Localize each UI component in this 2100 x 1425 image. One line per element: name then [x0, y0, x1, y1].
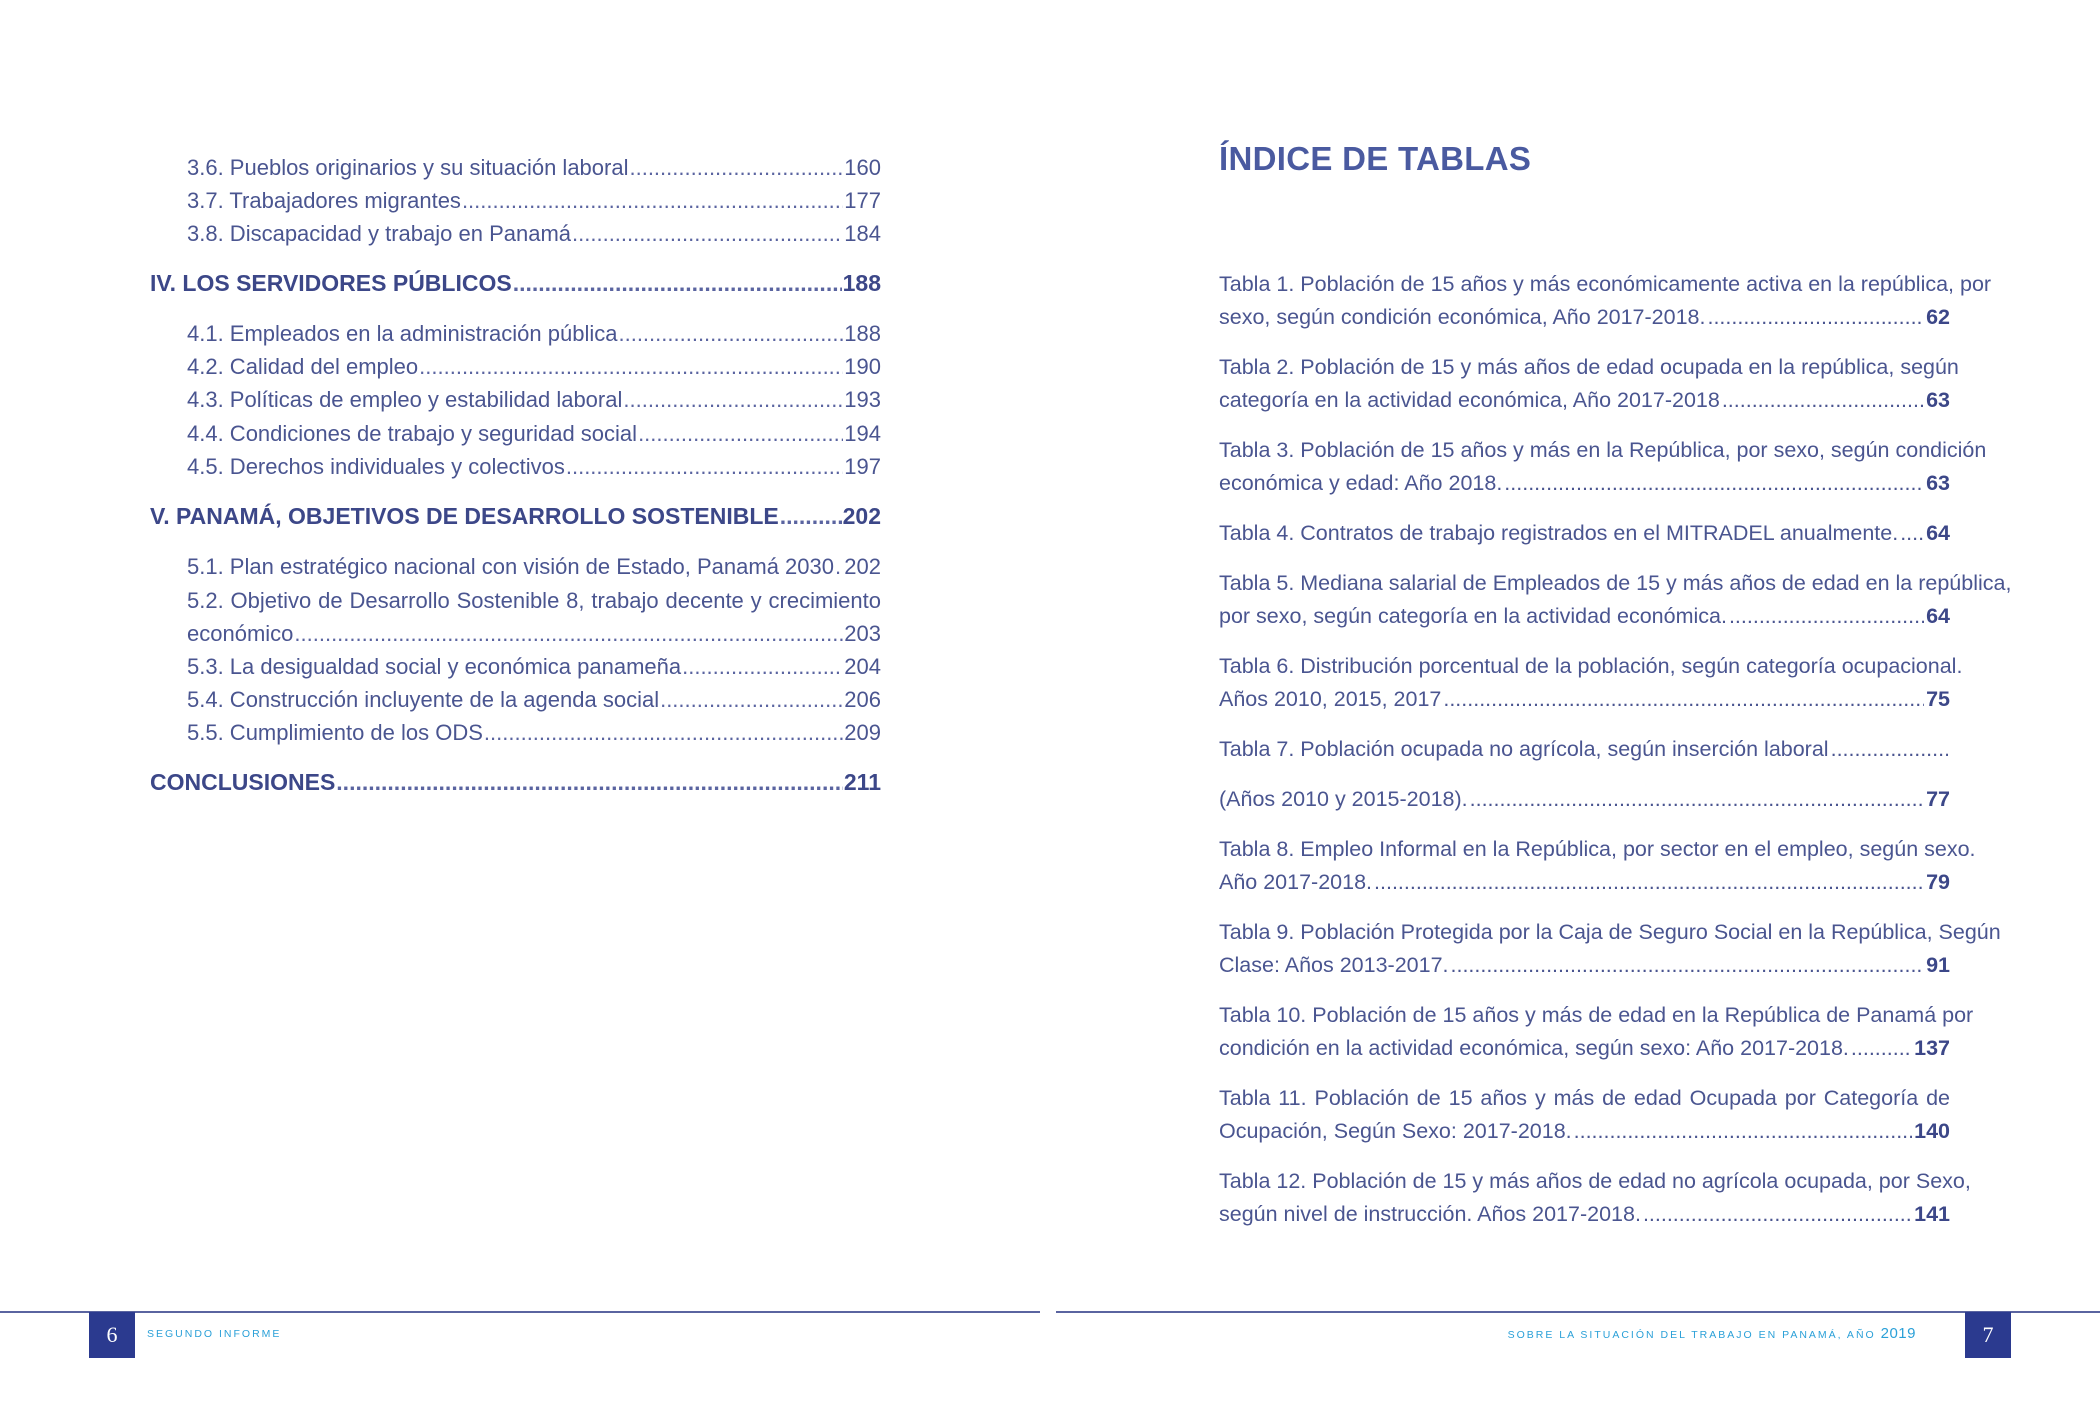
toc-entry-title: 5.1. Plan estratégico nacional con visión de Estado, Panamá 2030	[187, 554, 834, 579]
table-entry-last-line	[1219, 683, 1950, 716]
table-entry-last-line	[1219, 949, 1950, 982]
toc-entry[interactable]	[187, 551, 881, 583]
table-entry-last-line	[1219, 517, 1950, 550]
toc-entry-title: 5.4. Construcción incluyente de la agenda social	[187, 687, 660, 712]
footer-running-title-left: SEGUNDO INFORME	[147, 1328, 282, 1340]
table-index-entry[interactable]	[1219, 916, 2001, 982]
toc-entry-title: 3.6. Pueblos originarios y su situación laboral	[187, 155, 629, 180]
table-entry-line: Tabla 10. Población de 15 años y más de edad en la República de Panamá por	[1219, 1003, 1974, 1027]
table-index-entry[interactable]	[1219, 517, 1950, 550]
toc-entry-title: 4.3. Políticas de empleo y estabilidad laboral	[187, 387, 623, 412]
table-entry-title: Tabla 4. Contratos de trabajo registrados en el MITRADEL anualmente.	[1219, 521, 1899, 545]
table-entry-title: Ocupación, Según Sexo: 2017-2018.	[1219, 1119, 1572, 1143]
leader-dots	[1470, 783, 1924, 816]
table-entry-title: (Años 2010 y 2015-2018).	[1219, 787, 1468, 811]
leader-dots	[780, 500, 842, 532]
table-entry-title: categoría en la actividad económica, Año 2017-2018	[1219, 388, 1720, 412]
table-entry-page: 141	[1914, 1202, 1950, 1226]
toc-entry-page: 190	[844, 354, 881, 379]
toc-entry-last-line	[187, 617, 881, 650]
table-index-entry[interactable]	[1219, 783, 1950, 816]
leader-dots	[1729, 600, 1924, 633]
toc-entry-page: 193	[844, 387, 881, 412]
table-entry-title: condición en la actividad económica, según sexo: Año 2017-2018.	[1219, 1036, 1849, 1060]
table-entry-last-line	[1219, 301, 1950, 334]
toc-entry[interactable]	[187, 451, 881, 483]
table-index-entry[interactable]	[1219, 567, 2012, 633]
table-entry-page: 63	[1926, 388, 1950, 412]
table-index-entry[interactable]	[1219, 733, 1950, 766]
leader-dots	[1574, 1115, 1913, 1148]
toc-entry-page: 188	[844, 321, 881, 346]
toc-entry-title-line: 5.2. Objetivo de Desarrollo Sostenible 8, trabajo decente y crecimiento	[187, 588, 881, 613]
table-entry-page: 79	[1926, 870, 1950, 894]
table-entry-page: 140	[1914, 1119, 1950, 1143]
table-entry-last-line	[1219, 783, 1950, 816]
toc-entry-page: 177	[844, 188, 881, 213]
leader-dots	[566, 451, 843, 483]
table-entry-line: Tabla 5. Mediana salarial de Empleados de 15 y más años de edad en la república,	[1219, 571, 2012, 595]
table-entry-page: 75	[1926, 687, 1950, 711]
table-index-entry[interactable]	[1219, 650, 1963, 716]
table-index-entry[interactable]	[1219, 434, 1987, 500]
toc-entry-page: 206	[844, 687, 881, 712]
footer-year: 2019	[1880, 1325, 1916, 1342]
toc-entry[interactable]	[187, 418, 881, 450]
toc-entry[interactable]	[187, 218, 881, 250]
table-entry-page: 62	[1926, 305, 1950, 329]
toc-entry[interactable]	[187, 351, 881, 383]
footer-rule-left	[0, 1311, 1040, 1313]
table-entry-last-line	[1219, 1115, 1950, 1148]
toc-entry-title: 4.5. Derechos individuales y colectivos	[187, 454, 565, 479]
leader-dots	[294, 617, 843, 650]
leader-dots	[835, 551, 843, 583]
toc-entry-page: 184	[844, 221, 881, 246]
toc-entry-title: 5.5. Cumplimiento de los ODS	[187, 720, 483, 745]
toc-entry-page: 203	[844, 621, 881, 646]
toc-entry-title-line: económico	[187, 621, 294, 646]
table-entry-title: Clase: Años 2013-2017.	[1219, 953, 1449, 977]
toc-entry-title: 3.8. Discapacidad y trabajo en Panamá	[187, 221, 572, 246]
toc-entry-title: 4.1. Empleados en la administración pública	[187, 321, 618, 346]
table-entry-title: Año 2017-2018.	[1219, 870, 1373, 894]
table-entry-line: Tabla 1. Población de 15 años y más económicamente activa en la república, por	[1219, 272, 1992, 296]
table-entry-title: Tabla 7. Población ocupada no agrícola, según inserción laboral	[1219, 737, 1829, 761]
leader-dots	[1707, 301, 1924, 334]
toc-entry-title: 4.4. Condiciones de trabajo y seguridad social	[187, 421, 638, 446]
table-index-entry[interactable]	[1219, 351, 1959, 417]
toc-entry-page: 160	[844, 155, 881, 180]
table-index-entry[interactable]	[1219, 268, 1992, 334]
page-number-left: 6	[89, 1312, 135, 1358]
leader-dots	[513, 267, 842, 299]
toc-entry-page: 202	[844, 554, 881, 579]
table-entry-last-line	[1219, 1198, 1950, 1231]
toc-chapter-page: 188	[842, 270, 881, 296]
leader-dots	[419, 351, 843, 383]
table-entry-page: 77	[1926, 787, 1950, 811]
table-entry-line: Tabla 6. Distribución porcentual de la población, según categoría ocupacional.	[1219, 654, 1963, 678]
leader-dots	[629, 152, 843, 184]
table-entry-line: Tabla 11. Población de 15 años y más de edad Ocupada por Categoría de	[1219, 1086, 1950, 1110]
toc-chapter-title: V. PANAMÁ, OBJETIVOS DE DESARROLLO SOSTENIBLE	[150, 503, 779, 529]
table-entry-line: Tabla 3. Población de 15 años y más en la República, por sexo, según condición	[1219, 438, 1987, 462]
toc-entry[interactable]	[187, 651, 881, 683]
leader-dots	[1831, 733, 1948, 766]
toc-entry-page: 209	[844, 720, 881, 745]
page-number-right: 7	[1965, 1312, 2011, 1358]
toc-chapter[interactable]	[150, 500, 881, 532]
footer-rule-right	[1056, 1311, 2100, 1313]
toc-entry-page: 204	[844, 654, 881, 679]
table-entry-last-line	[1219, 866, 1950, 899]
toc-chapter-title: IV. LOS SERVIDORES PÚBLICOS	[150, 270, 512, 296]
toc-entry[interactable]	[187, 717, 881, 749]
leader-dots	[623, 384, 843, 416]
table-entry-title: según nivel de instrucción. Años 2017-2018.	[1219, 1202, 1641, 1226]
table-entry-last-line	[1219, 467, 1950, 500]
toc-chapter-page: 211	[843, 769, 881, 795]
toc-entry-title: 3.7. Trabajadores migrantes	[187, 188, 461, 213]
leader-dots	[660, 684, 843, 716]
table-index-entry[interactable]	[1219, 1082, 1950, 1148]
table-entry-page: 64	[1926, 521, 1950, 545]
leader-dots	[682, 651, 843, 683]
toc-chapter-title: CONCLUSIONES	[150, 769, 336, 795]
toc-chapter[interactable]	[150, 267, 881, 299]
toc-entry-page: 197	[844, 454, 881, 479]
leader-dots	[1900, 517, 1924, 550]
leader-dots	[1722, 384, 1924, 417]
table-entry-last-line	[1219, 384, 1950, 417]
toc-entry-title: 5.3. La desigualdad social y económica panameña	[187, 654, 682, 679]
table-entry-page: 63	[1926, 471, 1950, 495]
leader-dots	[1851, 1032, 1912, 1065]
toc-entry-page: 194	[844, 421, 881, 446]
footer-running-title-right	[1508, 1325, 1916, 1342]
leader-dots	[1643, 1198, 1912, 1231]
table-entry-line: Tabla 9. Población Protegida por la Caja de Seguro Social en la República, Según	[1219, 920, 2001, 944]
table-entry-line: Tabla 2. Población de 15 y más años de edad ocupada en la república, según	[1219, 355, 1959, 379]
table-entry-line: Tabla 12. Población de 15 y más años de edad no agrícola ocupada, por Sexo,	[1219, 1169, 1971, 1193]
table-entry-last-line	[1219, 1032, 1950, 1065]
toc-entry[interactable]	[187, 318, 881, 350]
table-entry-last-line	[1219, 600, 1950, 633]
leader-dots	[1504, 467, 1924, 500]
toc-entry[interactable]	[187, 152, 881, 184]
table-entry-page: 64	[1926, 604, 1950, 628]
leader-dots	[462, 185, 843, 217]
leader-dots	[572, 218, 843, 250]
leader-dots	[484, 717, 843, 749]
toc-entry[interactable]	[187, 185, 881, 217]
toc-chapter[interactable]	[150, 766, 881, 798]
table-index-entry[interactable]	[1219, 999, 1974, 1065]
toc-chapter-page: 202	[842, 503, 881, 529]
leader-dots	[638, 418, 843, 450]
footer-running-title-text: SOBRE LA SITUACIÓN DEL TRABAJO EN PANAMÁ, AÑO	[1507, 1329, 1876, 1341]
table-index-entry[interactable]	[1219, 1165, 1971, 1231]
toc-entry[interactable]	[187, 684, 881, 716]
toc-entry-title: 4.2. Calidad del empleo	[187, 354, 419, 379]
table-entry-page: 91	[1926, 953, 1950, 977]
leader-dots	[1374, 866, 1924, 899]
table-entry-last-line	[1219, 733, 1950, 766]
table-entry-line: Tabla 8. Empleo Informal en la República, por sector en el empleo, según sexo.	[1219, 837, 1976, 861]
table-entry-title: sexo, según condición económica, Año 2017-2018.	[1219, 305, 1706, 329]
leader-dots	[1443, 683, 1924, 716]
table-entry-page: 137	[1914, 1036, 1950, 1060]
table-entry-title: Años 2010, 2015, 2017	[1219, 687, 1442, 711]
leader-dots	[1451, 949, 1925, 982]
table-entry-title: por sexo, según categoría en la actividad económica.	[1219, 604, 1727, 628]
toc-entry-multiline[interactable]	[187, 584, 881, 650]
toc-entry[interactable]	[187, 384, 881, 416]
table-index-entry[interactable]	[1219, 833, 1976, 899]
section-title: ÍNDICE DE TABLAS	[1219, 140, 1532, 177]
table-entry-title: económica y edad: Año 2018.	[1219, 471, 1503, 495]
leader-dots	[336, 766, 843, 798]
leader-dots	[618, 318, 843, 350]
